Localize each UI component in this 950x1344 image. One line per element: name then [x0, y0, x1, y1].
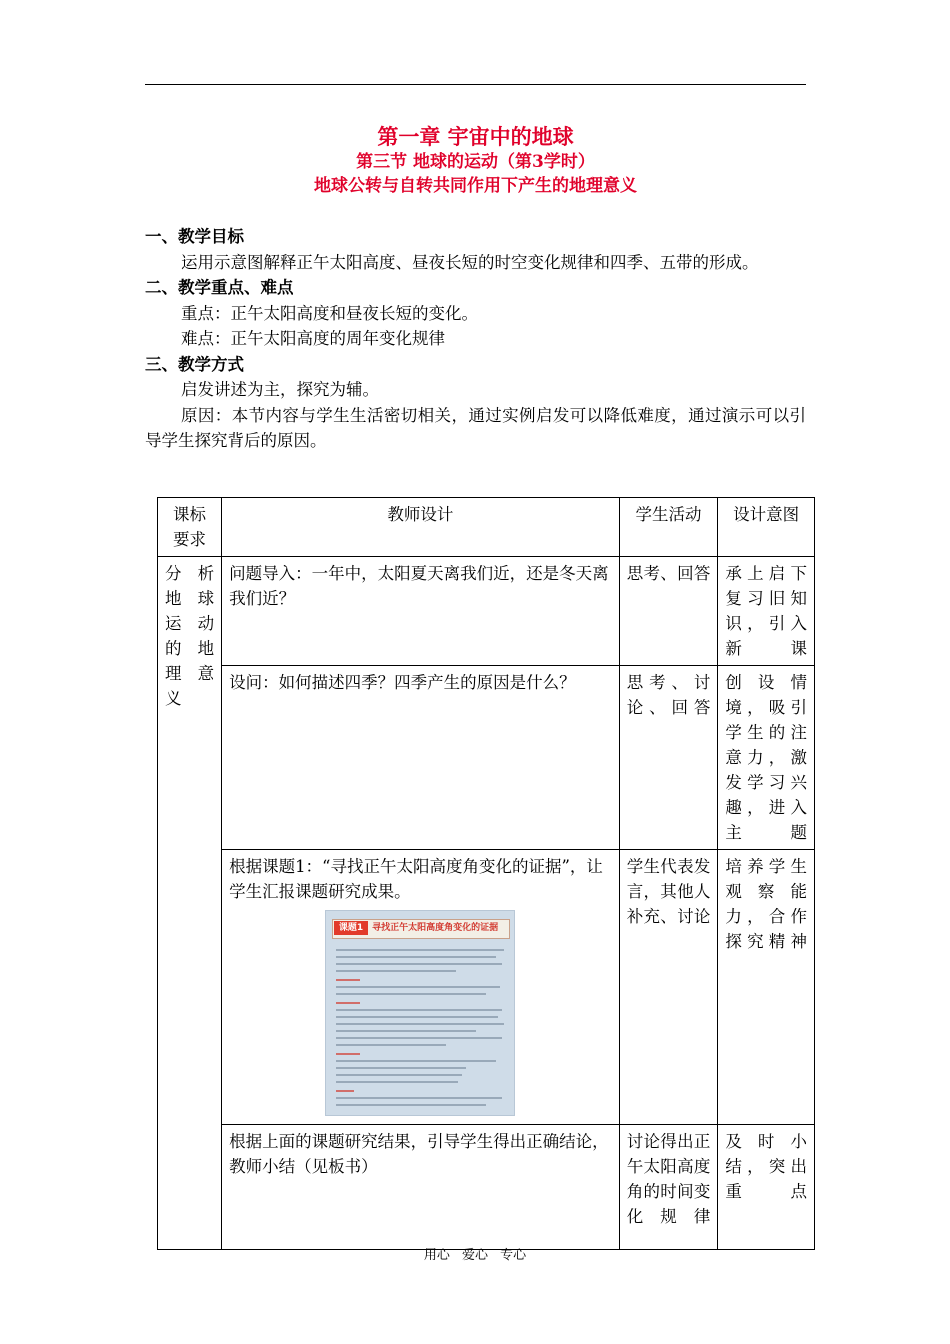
- header-standard: 课标要求: [158, 498, 222, 557]
- reason-text: 原因：本节内容与学生生活密切相关，通过实例启发可以降低难度，通过演示可以引导学生探究背后的原因。: [145, 405, 806, 450]
- key-point: 重点：正午太阳高度和昼夜长短的变化。: [181, 303, 478, 323]
- title-block: [145, 124, 806, 198]
- intent-cell: 及时小结，突出重点: [718, 1125, 815, 1250]
- student-cell: 思考、回答: [619, 557, 718, 666]
- teacher-cell: 根据上面的课题研究结果，引导学生得出正确结论，教师小结（见板书）: [222, 1125, 620, 1250]
- poster-text-line: [336, 1016, 498, 1018]
- section-title: 第三节 地球的运动（第3学时）: [356, 152, 595, 172]
- goal-text: 运用示意图解释正午太阳高度、昼夜长短的时空变化规律和四季、五带的形成。: [181, 252, 759, 272]
- poster-title: 寻找正午太阳高度角变化的证据: [372, 923, 499, 933]
- header-intent: 设计意图: [718, 498, 815, 557]
- poster-text-line: [336, 1067, 466, 1069]
- poster-text-line: [336, 1097, 502, 1099]
- poster-text-line: [336, 1037, 502, 1039]
- poster-text-line: [336, 1030, 476, 1032]
- poster-red-label: [336, 1002, 360, 1004]
- poster-text-line: [336, 1060, 496, 1062]
- student-cell: 思考、讨论、回答: [619, 666, 718, 850]
- intent-cell: 创设情境，吸引学生的注意力，激发学习兴趣，进入主题: [718, 666, 815, 850]
- header-teacher: 教师设计: [222, 498, 620, 557]
- header-rule: [145, 84, 806, 85]
- intent-cell: 承上启下复习旧知识，引入新课: [718, 557, 815, 666]
- page-footer: 用心 爱心 专心: [423, 1248, 527, 1263]
- poster-red-label: [336, 1053, 360, 1055]
- chapter-title: 第一章 宇宙中的地球: [377, 124, 574, 149]
- poster-red-label: [336, 1090, 354, 1092]
- lesson-plan-table: [157, 497, 815, 1250]
- table-header-row: [158, 498, 815, 557]
- goal-heading: 一、教学目标: [145, 227, 244, 246]
- poster-text-line: [336, 970, 456, 972]
- teacher-text: 根据课题1：“寻找正午太阳高度角变化的证据”，让学生汇报课题研究成果。: [229, 857, 603, 901]
- poster-text-line: [336, 1104, 486, 1106]
- topic-title: 地球公转与自转共同作用下产生的地理意义: [314, 176, 637, 196]
- method-heading: 三、教学方式: [145, 354, 244, 374]
- standard-cell: 分析地球运动的地理意义: [158, 557, 222, 1250]
- poster-text-line: [336, 986, 500, 988]
- poster-text-line: [336, 1009, 502, 1011]
- table-row: [158, 557, 815, 666]
- poster-red-label: [336, 979, 360, 981]
- teacher-cell: 设问：如何描述四季？四季产生的原因是什么？: [222, 666, 620, 850]
- table-row: [158, 666, 815, 850]
- header-student: 学生活动: [619, 498, 718, 557]
- student-cell: 学生代表发言，其他人补充、讨论: [619, 850, 718, 1125]
- table-row: [158, 850, 815, 1125]
- table-row: [158, 1125, 815, 1250]
- poster-text-line: [336, 1044, 446, 1046]
- poster-text-line: [336, 956, 496, 958]
- poster-text-line: [336, 949, 504, 951]
- key-heading: 二、教学重点、难点: [145, 278, 294, 297]
- teacher-cell: [222, 850, 620, 1125]
- poster-text-line: [336, 1074, 462, 1076]
- poster-text-line: [336, 1081, 458, 1083]
- document-body: [145, 224, 806, 454]
- teacher-cell: 问题导入：一年中，太阳夏天离我们近，还是冬天离我们近？: [222, 557, 620, 666]
- student-cell: 讨论得出正午太阳高度角的时间变化规律: [619, 1125, 718, 1250]
- method-text: 启发讲述为主，探究为辅。: [181, 380, 379, 399]
- poster-badge: 课题1: [334, 921, 368, 935]
- poster-text-line: [336, 1023, 504, 1025]
- poster-text-line: [336, 993, 486, 995]
- poster-text-line: [336, 963, 502, 965]
- intent-cell: 培养学生观察能力，合作探究精神: [718, 850, 815, 1125]
- research-poster-image: [325, 910, 515, 1116]
- difficult-point: 难点：正午太阳高度的周年变化规律: [181, 329, 445, 348]
